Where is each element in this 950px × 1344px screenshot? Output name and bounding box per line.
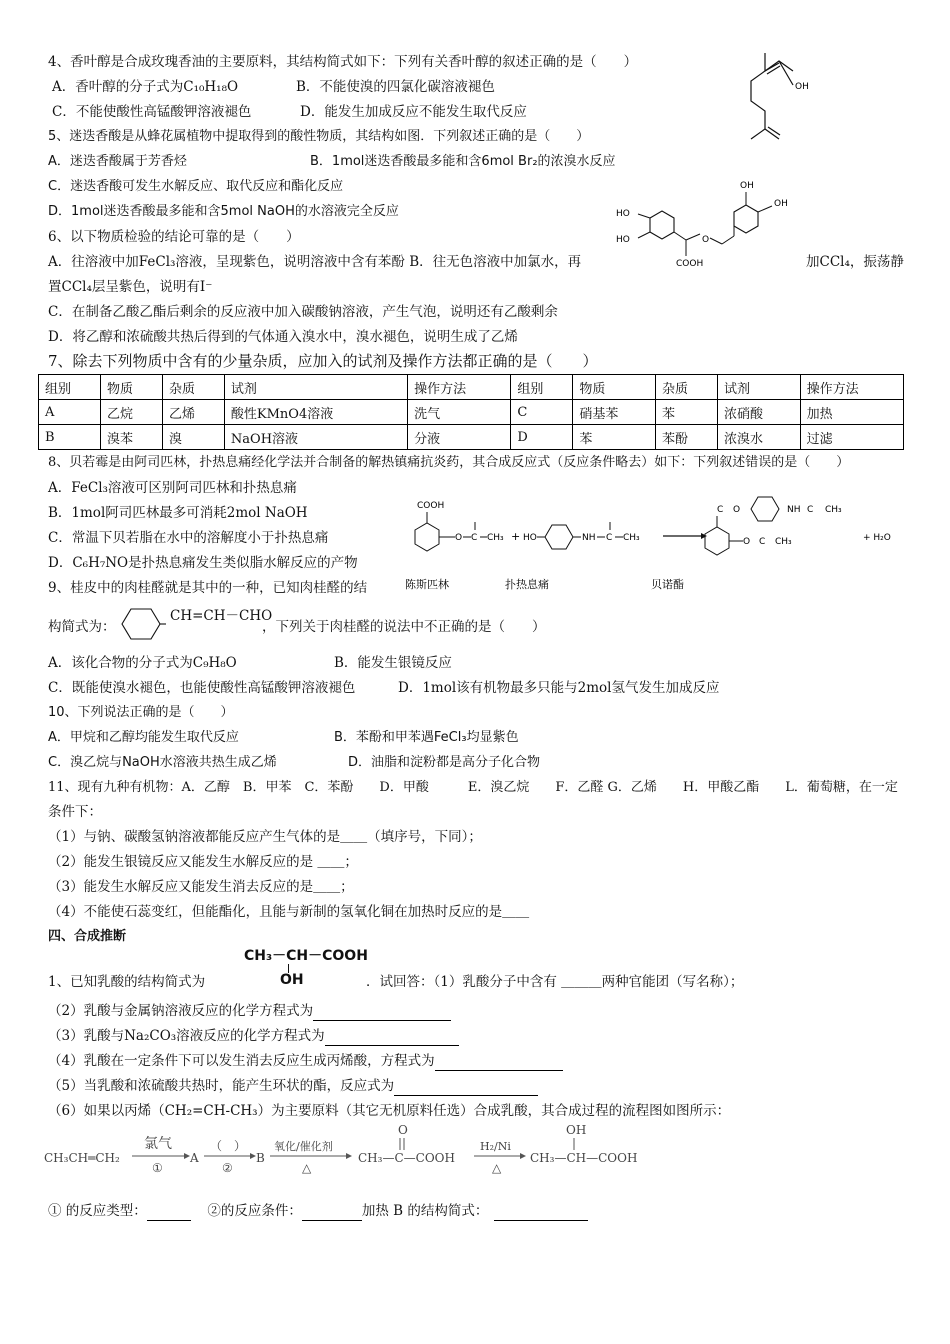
q7-table [38, 374, 904, 450]
rosmarinic-acid-structure [610, 178, 800, 270]
q4-option-d: D．能发生加成反应不能发生取代反应 [300, 104, 527, 120]
s4-q1-tail: ．试回答：（1）乳酸分子中含有 ＿＿＿两种官能团（写名称）； [366, 974, 744, 990]
table-header-cell: 杂质 [162, 375, 224, 400]
paracetamol-nh: NH [582, 533, 596, 543]
s4-part-3 [48, 1026, 459, 1046]
q10-option-a: A．甲烷和乙醇均能发生取代反应 [48, 730, 239, 745]
q9-option-a: A．该化合物的分子式为C₉H₈O [48, 655, 237, 671]
benorilate-o2: O [743, 537, 751, 547]
benorilate-c3: C [759, 537, 766, 547]
flow-step3-reagent: 氧化/催化剂 [274, 1140, 333, 1153]
table-cell: 酸性KMnO4溶液 [224, 400, 407, 425]
q10-option-d: D．油脂和淀粉都是高分子化合物 [348, 755, 541, 770]
benorilate-nh: NH [787, 505, 801, 515]
paracetamol-ch3: CH₃ [623, 533, 640, 543]
answer-blank[interactable] [147, 1206, 191, 1221]
benorilate-ch3: CH₃ [825, 505, 842, 515]
flow-step2-reagent: （ ） [210, 1139, 247, 1153]
table-cell: B [39, 425, 101, 450]
table-cell: 浓硝酸 [717, 400, 800, 425]
table-header-cell: 杂质 [656, 375, 718, 400]
ra-cooh: COOH [676, 259, 704, 269]
benorilate-ch3-2: CH₃ [775, 537, 792, 547]
table-header-cell: 操作方法 [800, 375, 903, 400]
q10-stem: 10、下列说法正确的是（ ） [48, 705, 234, 720]
ra-ho-top: HO [616, 209, 630, 219]
answer-blank[interactable] [394, 1081, 538, 1096]
answer-blank[interactable] [313, 1006, 451, 1021]
answer-blank[interactable] [494, 1206, 588, 1221]
q11-part-1: （1）与钠、碳酸氢钠溶液都能反应产生气体的是＿＿（填序号，下同）； [48, 829, 482, 845]
q11-stem: 11、现有九种有机物：A．乙醇 B．甲苯 C．苯酚 D．甲酸 E．溴乙烷 F．乙醛 G．乙烯 H．甲酸乙酯 L．葡萄糖，在一定 [48, 780, 898, 795]
q9-stem: 9、桂皮中的肉桂醛就是其中的一种，已知肉桂醛的结 [48, 580, 368, 596]
flow-mid-o: O [398, 1124, 408, 1137]
q11-stem-cont: 条件下： [48, 804, 102, 820]
ra-oh-top: OH [740, 181, 754, 191]
q8-option-b: B．1mol阿司匹林最多可消耗2mol NaOH [48, 505, 308, 521]
geraniol-structure [735, 45, 825, 145]
flow-step4-label: △ [492, 1161, 502, 1175]
table-cell: C [511, 400, 573, 425]
cinnamaldehyde-chain: CH=CH－CHO [170, 608, 273, 624]
table-cell: 加热 [800, 400, 903, 425]
table-cell: 硝基苯 [573, 400, 656, 425]
table-row [39, 400, 904, 425]
ra-oh-right: OH [774, 199, 788, 209]
flow-end-compound: CH₃—CH—COOH [530, 1151, 638, 1165]
geraniol-oh-label: OH [795, 82, 809, 92]
paracetamol-ho: HO [523, 533, 537, 543]
aspirin-name: 陈斯匹林 [405, 578, 449, 591]
answer-blank[interactable] [435, 1056, 563, 1071]
q6-option-c: C．在制备乙酸乙酯后剩余的反应液中加入碳酸钠溶液，产生气泡，说明还有乙酸剩余 [48, 304, 558, 320]
benorilate-synthesis-scheme [405, 478, 900, 593]
q4-option-b: B．不能使溴的四氯化碳溶液褪色 [296, 79, 495, 95]
table-cell: 过滤 [800, 425, 903, 450]
table-header-cell: 操作方法 [408, 375, 511, 400]
table-cell: 浓溴水 [717, 425, 800, 450]
benorilate-c: C [717, 505, 724, 515]
table-cell: D [511, 425, 573, 450]
q6-option-a-tail: 加CCl₄，振荡静 [806, 254, 904, 270]
benorilate-name: 贝诺酯 [651, 578, 684, 591]
scheme-plus: + [511, 530, 521, 543]
q5-option-d: D．1mol迷迭香酸最多能和含5mol NaOH的水溶液完全反应 [48, 204, 399, 219]
q8-stem: 8、贝若霉是由阿司匹林，扑热息痛经化学法并合制备的解热镇痛抗炎药，其合成反应式（反应条件略去）如下：下列叙述错误的是（ ） [48, 455, 850, 470]
aspirin-c: C [471, 533, 478, 543]
table-cell: 苯酚 [656, 425, 718, 450]
q8-option-c: C．常温下贝若脂在水中的溶解度小于扑热息痛 [48, 530, 329, 546]
flow-a: A [190, 1151, 199, 1165]
flow-step1-reagent: 氯气 [144, 1136, 172, 1152]
table-cell: 苯 [573, 425, 656, 450]
table-header-cell: 试剂 [224, 375, 407, 400]
table-cell: 洗气 [408, 400, 511, 425]
q9-stem-lead: 构简式为： [48, 619, 116, 635]
flow-step1-label: ① [152, 1161, 163, 1175]
ra-ester-o: O [702, 235, 710, 245]
flow-end-oh: OH [566, 1124, 587, 1137]
flow-mid-compound: CH₃—C—COOH [358, 1151, 455, 1165]
q6-option-d: D．将乙醇和浓硫酸共热后得到的气体通入溴水中，溴水褪色，说明生成了乙烯 [48, 329, 518, 345]
q4-stem: 4、香叶醇是合成玫瑰香油的主要原料，其结构简式如下：下列有关香叶醇的叙述正确的是（ ） [48, 54, 638, 70]
q5-option-b: B．1mol迷迭香酸最多能和含6mol Br₂的浓溴水反应 [310, 154, 616, 169]
answer-blank[interactable] [325, 1031, 459, 1046]
q7-stem: 7、除去下列物质中含有的少量杂质，应加入的试剂及操作方法都正确的是（ ） [48, 352, 598, 370]
table-row [39, 425, 904, 450]
q5-option-c: C．迷迭香酸可发生水解反应、取代反应和酯化反应 [48, 179, 344, 194]
paracetamol-name: 扑热息痛 [505, 578, 549, 591]
s4-part-5-text: （5）当乳酸和浓硫酸共热时，能产生环状的酯，反应式为 [48, 1078, 395, 1094]
q6-option-a: A．往溶液中加FeCl₃溶液，呈现紫色，说明溶液中含有苯酚 B．往无色溶液中加氯水，再 [48, 254, 582, 270]
s4-part-4 [48, 1051, 563, 1071]
table-header-cell: 物质 [100, 375, 162, 400]
table-header-cell: 组别 [39, 375, 101, 400]
benorilate-o: O [733, 505, 741, 515]
flow-step3-label: △ [302, 1161, 312, 1175]
q10-option-b: B．苯酚和甲苯遇FeCl₃均显紫色 [334, 730, 519, 745]
table-header-cell: 试剂 [717, 375, 800, 400]
s4-last-c: 加热 B 的结构简式： [361, 1203, 489, 1219]
table-header-cell: 物质 [573, 375, 656, 400]
benzene-ring-icon [118, 605, 166, 643]
table-cell: 乙烷 [100, 400, 162, 425]
s4-part-2-text: （2）乳酸与金属钠溶液反应的化学方程式为 [48, 1003, 314, 1019]
table-cell: 分液 [408, 425, 511, 450]
q5-option-a: A．迷迭香酸属于芳香烃 [48, 154, 187, 169]
synthesis-flow-diagram [44, 1124, 644, 1186]
s4-q1-lead: 1、已知乳酸的结构简式为 [48, 974, 206, 990]
q10-option-c: C．溴乙烷与NaOH水溶液共热生成乙烯 [48, 755, 277, 770]
answer-blank[interactable] [302, 1206, 362, 1221]
table-cell: NaOH溶液 [224, 425, 407, 450]
s4-part-5 [48, 1076, 538, 1096]
s4-part-4-text: （4）乳酸在一定条件下可以发生消去反应生成丙烯酸，方程式为 [48, 1053, 435, 1069]
table-cell: 乙烯 [162, 400, 224, 425]
q4-option-a: A．香叶醇的分子式为C₁₀H₁₈O [52, 79, 239, 95]
q5-stem: 5、迷迭香酸是从蜂花属植物中提取得到的酸性物质，其结构如图．下列叙述正确的是（ ） [48, 129, 590, 144]
flow-start: CH₃CH═CH₂ [44, 1151, 120, 1165]
q9-option-b: B．能发生银镜反应 [334, 655, 452, 671]
q9-option-c: C．既能使溴水褪色，也能使酸性高锰酸钾溶液褪色 [48, 680, 356, 696]
q8-option-d: D．C₆H₇NO是扑热息痛发生类似脂水解反应的产物 [48, 555, 358, 571]
aspirin-o: O [455, 533, 463, 543]
q6-option-a-cont: 置CCl₄层呈紫色，说明有I⁻ [48, 279, 213, 295]
q11-part-4: （4）不能使石蕊变红，但能酯化，且能与新制的氢氧化铜在加热时反应的是＿＿ [48, 904, 530, 920]
s4-last-b: ②的反应条件： [207, 1203, 302, 1219]
table-header-row [39, 375, 904, 400]
paracetamol-c: C [606, 533, 613, 543]
s4-part-3-text: （3）乳酸与Na₂CO₃溶液反应的化学方程式为 [48, 1028, 325, 1044]
flow-b: B [256, 1151, 265, 1165]
table-cell: 苯 [656, 400, 718, 425]
q4-option-c: C．不能使酸性高锰酸钾溶液褪色 [52, 104, 252, 120]
section-title: 四、合成推断 [48, 929, 127, 944]
table-cell: 溴苯 [100, 425, 162, 450]
s4-part-2 [48, 1001, 451, 1021]
q11-part-3: （3）能发生水解反应又能发生消去反应的是＿＿； [48, 879, 354, 895]
q8-option-a: A．FeCl₃溶液可区别阿司匹林和扑热息痛 [48, 480, 297, 496]
lactic-acid-formula: CH₃－CH－COOH [244, 948, 368, 964]
table-cell: A [39, 400, 101, 425]
aspirin-cooh: COOH [417, 501, 445, 511]
s4-last-line [48, 1201, 588, 1221]
flow-step4-reagent: H₂/Ni [480, 1140, 511, 1153]
ra-ho-bottom: HO [616, 235, 630, 245]
table-cell: 溴 [162, 425, 224, 450]
flow-step2-label: ② [222, 1161, 233, 1175]
benorilate-c2: C [807, 505, 814, 515]
q6-stem: 6、以下物质检验的结论可靠的是（ ） [48, 229, 300, 245]
s4-part-6: （6）如果以丙烯（CH₂=CH-CH₃）为主要原料（其它无机原料任选）合成乳酸，其合成过程的流程图如图所示： [48, 1103, 731, 1119]
q9-option-d: D．1mol该有机物最多只能与2mol氢气发生加成反应 [398, 680, 720, 696]
aspirin-ch3: CH₃ [487, 533, 504, 543]
scheme-water: + H₂O [863, 533, 891, 543]
lactic-oh: OH [280, 972, 304, 988]
q9-stem-tail: ，下列关于肉桂醛的说法中不正确的是（ ） [262, 619, 546, 635]
q11-part-2: （2）能发生银镜反应又能发生水解反应的是 ＿＿； [48, 854, 358, 870]
table-header-cell: 组别 [511, 375, 573, 400]
s4-last-a: ① 的反应类型： [48, 1203, 147, 1219]
